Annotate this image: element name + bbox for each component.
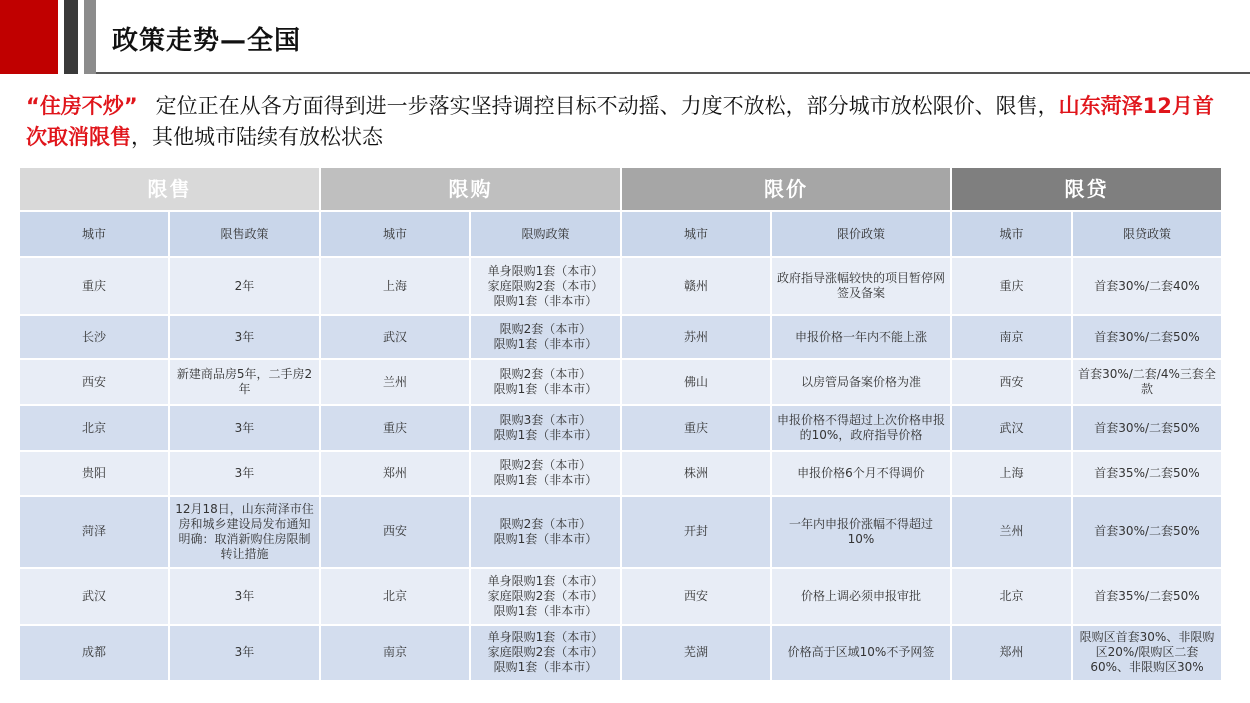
- table-cell: 首套30%/二套40%: [1072, 257, 1222, 315]
- table-cell: 南京: [320, 625, 470, 681]
- page-title: 政策走势—全国: [112, 26, 302, 56]
- table-cell: 首套35%/二套50%: [1072, 451, 1222, 495]
- table-cell: 申报价格一年内不能上涨: [771, 315, 951, 359]
- table-cell: 申报价格6个月不得调价: [771, 451, 951, 495]
- table-row: [19, 568, 1222, 625]
- intro-quote-open: “: [26, 94, 40, 118]
- table-cell: 成都: [19, 625, 169, 681]
- table-cell: 佛山: [621, 359, 771, 405]
- table-cell: 3年: [169, 625, 320, 681]
- table-cell: 重庆: [621, 405, 771, 451]
- table-cell: 长沙: [19, 315, 169, 359]
- table-cell: 重庆: [19, 257, 169, 315]
- table-cell: 南京: [951, 315, 1072, 359]
- table-cell: 北京: [320, 568, 470, 625]
- table-cell: 上海: [951, 451, 1072, 495]
- table-cell: 申报价格不得超过上次价格申报的10%，政府指导价格: [771, 405, 951, 451]
- intro-highlight-slogan: 住房不炒: [39, 94, 124, 118]
- table-row: [19, 315, 1222, 359]
- column-header: 城市: [621, 211, 771, 257]
- table-cell: 重庆: [951, 257, 1072, 315]
- table-cell: 兰州: [320, 359, 470, 405]
- table-cell: 西安: [951, 359, 1072, 405]
- table-cell: 限购2套（本市） 限购1套（非本市）: [470, 451, 621, 495]
- table-cell: 重庆: [320, 405, 470, 451]
- header-accent-dark: [64, 0, 78, 74]
- table-cell: 北京: [951, 568, 1072, 625]
- table-cell: 3年: [169, 451, 320, 495]
- table-cell: 首套30%/二套50%: [1072, 496, 1222, 568]
- table-cell: 限购2套（本市） 限购1套（非本市）: [470, 315, 621, 359]
- policy-table: [18, 166, 1223, 682]
- column-header: 城市: [19, 211, 169, 257]
- table-cell: 首套30%/二套50%: [1072, 405, 1222, 451]
- table-cell: 首套35%/二套50%: [1072, 568, 1222, 625]
- table-cell: 兰州: [951, 496, 1072, 568]
- table-cell: 西安: [19, 359, 169, 405]
- table-cell: 北京: [19, 405, 169, 451]
- table-cell: 3年: [169, 568, 320, 625]
- table-cell: 武汉: [19, 568, 169, 625]
- table-cell: 西安: [621, 568, 771, 625]
- table-cell: 武汉: [320, 315, 470, 359]
- table-cell: 武汉: [951, 405, 1072, 451]
- column-header-row: [19, 211, 1222, 257]
- column-header: 限贷政策: [1072, 211, 1222, 257]
- table-row: [19, 451, 1222, 495]
- table-cell: 政府指导涨幅较快的项目暂停网签及备案: [771, 257, 951, 315]
- header-divider: [96, 72, 1250, 74]
- table-cell: 3年: [169, 405, 320, 451]
- table-cell: 郑州: [951, 625, 1072, 681]
- table-cell: 12月18日，山东菏泽市住房和城乡建设局发布通知明确：取消新购住房限制转让措施: [169, 496, 320, 568]
- table-row: [19, 359, 1222, 405]
- column-header: 限售政策: [169, 211, 320, 257]
- table-cell: 单身限购1套（本市） 家庭限购2套（本市） 限购1套（非本市）: [470, 625, 621, 681]
- policy-table-body: [19, 257, 1222, 681]
- intro-text-end: ，其他城市陆续有放松状态: [131, 125, 383, 149]
- table-cell: 赣州: [621, 257, 771, 315]
- column-header: 城市: [951, 211, 1072, 257]
- column-header: 城市: [320, 211, 470, 257]
- intro-quote-close: ”: [123, 94, 138, 118]
- table-cell: 苏州: [621, 315, 771, 359]
- table-cell: 限购区首套30%、非限购区20%/限购区二套60%、非限购区30%: [1072, 625, 1222, 681]
- group-header-loan-limit: 限贷: [951, 167, 1222, 211]
- table-cell: 价格上调必须申报审批: [771, 568, 951, 625]
- table-cell: 限购2套（本市） 限购1套（非本市）: [470, 496, 621, 568]
- table-cell: 限购2套（本市） 限购1套（非本市）: [470, 359, 621, 405]
- header-accent-gray: [84, 0, 96, 74]
- table-cell: 一年内申报价涨幅不得超过10%: [771, 496, 951, 568]
- group-header-price-limit: 限价: [621, 167, 951, 211]
- table-row: [19, 405, 1222, 451]
- table-cell: 西安: [320, 496, 470, 568]
- intro-highlight-heze: 山东菏泽12月首次取消限售: [26, 94, 1214, 149]
- intro-paragraph: [26, 91, 1226, 153]
- table-cell: 首套30%/二套/4%三套全款: [1072, 359, 1222, 405]
- group-header-sale-limit: 限售: [19, 167, 320, 211]
- table-cell: 单身限购1套（本市） 家庭限购2套（本市） 限购1套（非本市）: [470, 568, 621, 625]
- table-cell: 芜湖: [621, 625, 771, 681]
- table-row: [19, 625, 1222, 681]
- table-cell: 开封: [621, 496, 771, 568]
- table-cell: 3年: [169, 315, 320, 359]
- table-cell: 郑州: [320, 451, 470, 495]
- table-cell: 限购3套（本市） 限购1套（非本市）: [470, 405, 621, 451]
- table-cell: 单身限购1套（本市） 家庭限购2套（本市） 限购1套（非本市）: [470, 257, 621, 315]
- table-cell: 菏泽: [19, 496, 169, 568]
- table-cell: 价格高于区域10%不予网签: [771, 625, 951, 681]
- table-row: [19, 257, 1222, 315]
- table-cell: 以房管局备案价格为准: [771, 359, 951, 405]
- table-cell: 贵阳: [19, 451, 169, 495]
- table-cell: 株洲: [621, 451, 771, 495]
- intro-text-main: 定位正在从各方面得到进一步落实坚持调控目标不动摇、力度不放松，部分城市放松限价、限售，: [155, 94, 1059, 118]
- table-cell: 2年: [169, 257, 320, 315]
- table-cell: 首套30%/二套50%: [1072, 315, 1222, 359]
- column-header: 限购政策: [470, 211, 621, 257]
- table-row: [19, 496, 1222, 568]
- column-header: 限价政策: [771, 211, 951, 257]
- group-header-purchase-limit: 限购: [320, 167, 621, 211]
- table-cell: 上海: [320, 257, 470, 315]
- table-cell: 新建商品房5年，二手房2年: [169, 359, 320, 405]
- header-accent-red: [0, 0, 58, 74]
